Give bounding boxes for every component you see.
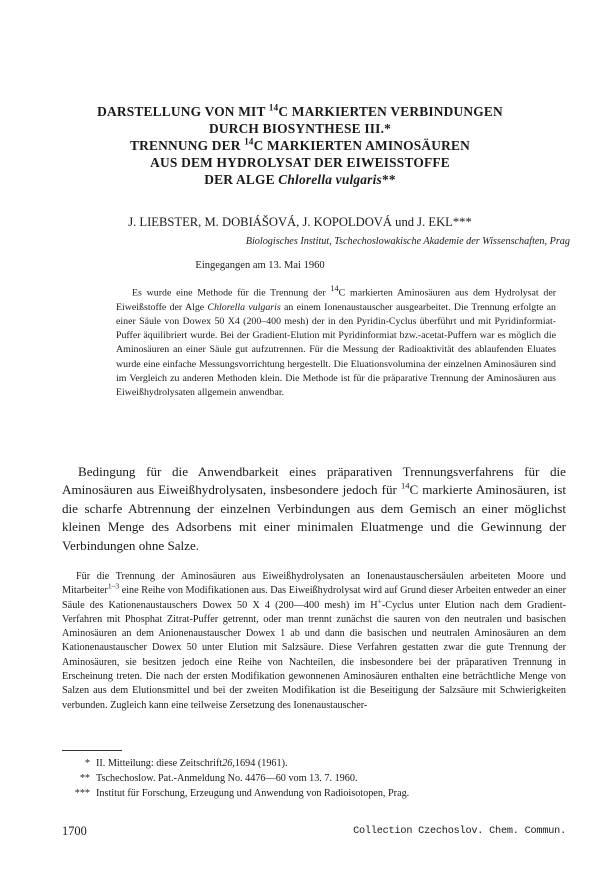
journal-name: Collection Czechoslov. Chem. Commun. xyxy=(353,826,566,837)
title-line-5: DER ALGE Chlorella vulgaris** xyxy=(204,172,396,187)
page-number: 1700 xyxy=(62,824,87,838)
footnote-divider xyxy=(62,750,122,751)
footnotes xyxy=(62,756,566,801)
abstract-paragraph: Es wurde eine Methode für die Trennung der $^{14}$C markierten Aminosäuren aus dem Hydrolysat der Eiweißstoffe der Alge Chlorella vulgaris an einem Ionenaustauscher ausgearbeitet. Die Trennung erfolgte an einer Säule von Dowex 50 X4 (200–400 mesh) der in den Pyridin-Cyclus überführt und mit Pyridinformiat-Puffer äquilibriert wurde. Bei der Gradient-Elution mit Pyridinformiat bzw.-acetat-Puffern war es möglich die Aminosäuren an einer Säule gut aufzutrennen. Für die Messung der Radioaktivität des ablaufenden Eluates wurde eine einfache Messungsvorrichtung hergestellt. Die Eluationsvolumina der einzelnen Aminosäuren sind im Vergleich zu anderen Methoden klein. Die Methode ist für die präparative Trennung der Aminosäuren aus Eiweißhydrolysaten allgemein anwendbar. xyxy=(116,284,557,399)
title-line-2: DURCH BIOSYNTHESE III.* xyxy=(208,121,392,136)
title-line-4: AUS DEM HYDROLYSAT DER EIWEISSTOFFE xyxy=(150,155,450,170)
title-line-1: DARSTELLUNG VON MIT $^{14}$C MARKIERTEN VERBINDUNGEN xyxy=(97,102,503,119)
abstract xyxy=(116,282,556,401)
body-paragraph: Für die Trennung der Aminosäuren aus Eiweißhydrolysaten an Ionenaustauschersäulen arbeiteten Moore und Mitarbeiter$^{1-3}$ eine Reihe von Modifikationen aus. Das Eiweißhydrolysat wird auf Grund dieser Arbeiten entweder an einer Säule des Kationenaustauschers Dowex 50 X 4 (200—400 mesh) im H+-Cyclus unter Elution nach dem Gradient-Verfahren mit Phosphat Zitrat-Puffer getrennt, oder man trennt zunächst die sauren von den neutralen und basischen Aminosäuren an dem Anionenaustauscher Dowex 1 ab und dann die basischen und neutralen Aminosäuren an dem Kationenaustauscher Dowex 50 unter Elution mit Salzsäure. Diese Verfahren gestatten zwar die gute Trennung der Aminosäuren, sie besitzen jedoch eine Reihe von Nachteilen, die insbesondere bei der präparativen Trennung in Erscheinung treten. Die nach der ersten Modifikation gewonnenen Aminosäuren enthalten eine beträchtliche Menge von Salzen aus dem Elutionsmittel und bei der zweiten Modifikation ist die Beseitigung der Salzsäure mit Schwierigkeiten verbunden. Zugleich kann eine teilweise Zersetzung des Ionenaustauscher- xyxy=(62,571,566,711)
footnote-1: * II. Mitteilung: diese Zeitschrift 26, 1694 (1961). xyxy=(84,758,288,769)
footnote-3: *** Institut für Forschung, Erzeugung und Anwendung von Radioisotopen, Prag. xyxy=(74,788,410,799)
received-date: Eingegangen am 13. Mai 1960 xyxy=(195,260,325,271)
footnote-2: ** Tschechoslow. Pat.-Anmeldung No. 4476—60 vom 13. 7. 1960. xyxy=(79,773,358,784)
title-line-3: TRENNUNG DER $^{14}$C MARKIERTEN AMINOSÄUREN xyxy=(130,136,470,153)
lead-paragraph: Bedingung für die Anwendbarkeit eines präparativen Trennungsverfahrens für die Aminosäuren aus Eiweißhydrolysaten, insbesondere jedoch für $^{14}$C markierte Aminosäuren, ist die scharfe Abtrennung der einzelnen Verbindungen aus dem Gemisch an einer möglichst kleinen Menge des Adsorbens mit einer minimalen Eluatmenge und die Gewinnung der Verbindungen ohne Salze. xyxy=(62,464,567,553)
affiliation: Biologisches Institut, Tschechoslowakische Akademie der Wissenschaften, Prag xyxy=(245,236,570,247)
author-list: J. LIEBSTER, M. DOBIÁŠOVÁ, J. KOPOLDOVÁ und J. EKL*** xyxy=(128,215,472,229)
article-title xyxy=(70,103,530,188)
